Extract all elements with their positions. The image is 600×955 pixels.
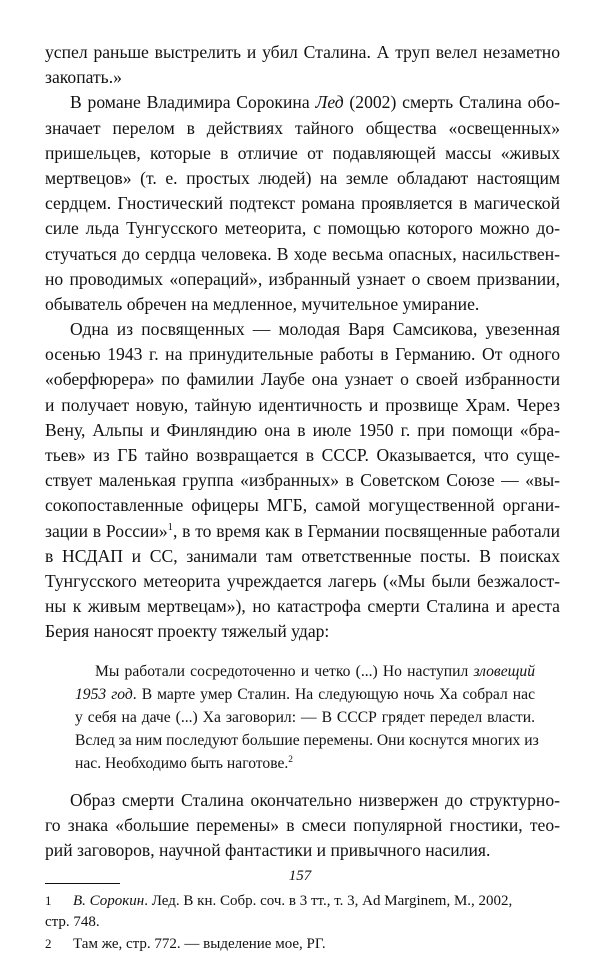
emphasis: зловещий xyxy=(473,662,535,680)
footnote-number: 1 xyxy=(45,893,52,909)
text-line: тьев» из ГБ тайно возвращается в СССР. Оказывается, что суще- xyxy=(45,445,560,465)
text-line: в НСДАП и СС, занимали там ответственные посты. В поисках xyxy=(45,545,560,566)
footnote-number: 2 xyxy=(45,936,52,952)
text-line: мертвецов» (т. е. простых людей) на земле обладают настоящим xyxy=(45,167,560,188)
text-fragment: , в то время как в Германии посвященные работали xyxy=(172,520,560,541)
footnote-1 xyxy=(45,890,560,912)
text-line: значает перелом в действиях тайного общества «освещенных» xyxy=(45,117,560,138)
text-line: осенью 1943 г. на принудительные работы в Германию. От одного xyxy=(45,344,560,365)
text-line: Берия наносят проекту тяжелый удар: xyxy=(45,621,330,642)
text-line: го знака «большие перемены» в смеси популярной гностики, тео- xyxy=(45,814,560,835)
text-fragment: . В марте умер Сталин. На следующую ночь Ха собрал нас xyxy=(132,685,535,703)
quote-line: у себя на даче (...) Ха заговорил: — В СССР грядет передел власти. xyxy=(75,708,535,726)
text-fragment: зации в России» xyxy=(45,520,168,541)
footnotes xyxy=(45,890,560,955)
footnote-ref-2[interactable]: 2 xyxy=(288,754,293,765)
footnote-ref-1[interactable]: 1 xyxy=(167,521,173,533)
text-line: и получает новую, тайную идентичность и прозвище Храм. Через xyxy=(45,394,560,415)
text-line: «оберфюрера» по фамилии Лаубе она узнает о своей избранности xyxy=(45,369,560,390)
text-line xyxy=(45,90,560,115)
quote-line xyxy=(75,752,535,775)
quote-line xyxy=(75,660,535,683)
text-line: пришельцев, которые в отличие от подавляющей массы «живых xyxy=(45,142,560,163)
paragraph-continuation xyxy=(45,40,560,90)
text-line: Тунгусского метеорита учреждается лагерь («Мы были безжалост- xyxy=(45,570,560,591)
text-line: ствует маленькая группа «избранных» в Советском Союзе — «вы- xyxy=(45,470,560,491)
page-number: 157 xyxy=(288,868,312,884)
footnote-author: В. Сорокин xyxy=(73,893,145,910)
paragraph-varya xyxy=(45,317,560,644)
text-line: закопать.» xyxy=(45,67,122,88)
text-line: но проводимых «операций», избранный узнает о своем призвании, xyxy=(45,268,560,289)
text-line: силе льда Тунгусского метеорита, с помощью которого можно до- xyxy=(45,218,560,239)
paragraph-sorokin-novel xyxy=(45,90,560,317)
novel-title: Лед xyxy=(315,92,344,113)
text-line: сокопоставленные офицеры МГБ, самой могущественной органи- xyxy=(45,495,560,516)
footnote-text: Там же, стр. 772. — выделение мое, РГ. xyxy=(73,936,326,953)
text-line: рий заговоров, научной фантастики и привычного насилия. xyxy=(45,839,491,860)
text-line: обыватель обречен на медленное, мучительное умирание. xyxy=(45,293,480,314)
text-line: ны к живым мертвецам»), но катастрофа смерти Сталина и ареста xyxy=(45,596,560,617)
text-line: сердцем. Гностический подтекст романа проявляется в магической xyxy=(45,193,560,214)
text-line: Образ смерти Сталина окончательно низвержен до структурно- xyxy=(70,789,560,810)
text-line: успел раньше выстрелить и убил Сталина. А труп велел незаметно xyxy=(45,42,560,62)
footnote-2 xyxy=(45,933,560,955)
emphasis: 1953 год xyxy=(75,685,133,703)
text-line xyxy=(45,519,560,544)
quote-line xyxy=(75,683,535,706)
text-line: Вену, Альпы и Финляндию она в июле 1950 г. при помощи «бра- xyxy=(45,419,560,440)
block-quote xyxy=(75,660,560,775)
text-fragment: нас. Необходимо быть наготове. xyxy=(75,754,289,772)
text-fragment: Мы работали сосредоточенно и четко (...) Но наступил xyxy=(95,662,474,680)
text-line: стучаться до сердца человека. В ходе весьма опасных, насильствен- xyxy=(45,243,560,264)
paragraph-conclusion xyxy=(45,788,560,864)
quote-line: Вслед за ним последуют большие перемены. Они коснутся многих из xyxy=(75,731,539,749)
footnote-1-continuation: стр. 748. xyxy=(45,914,100,931)
page-body xyxy=(45,40,560,955)
text-fragment: В романе Владимира Сорокина xyxy=(70,92,316,113)
text-line: Одна из посвященных — молодая Варя Самсикова, увезенная xyxy=(70,319,560,340)
footnote-text: . Лед. В кн. Собр. соч. в 3 тт., т. 3, Ad Marginem, М., 2002, xyxy=(144,893,513,910)
text-fragment: (2002) смерть Сталина обо- xyxy=(343,92,560,113)
